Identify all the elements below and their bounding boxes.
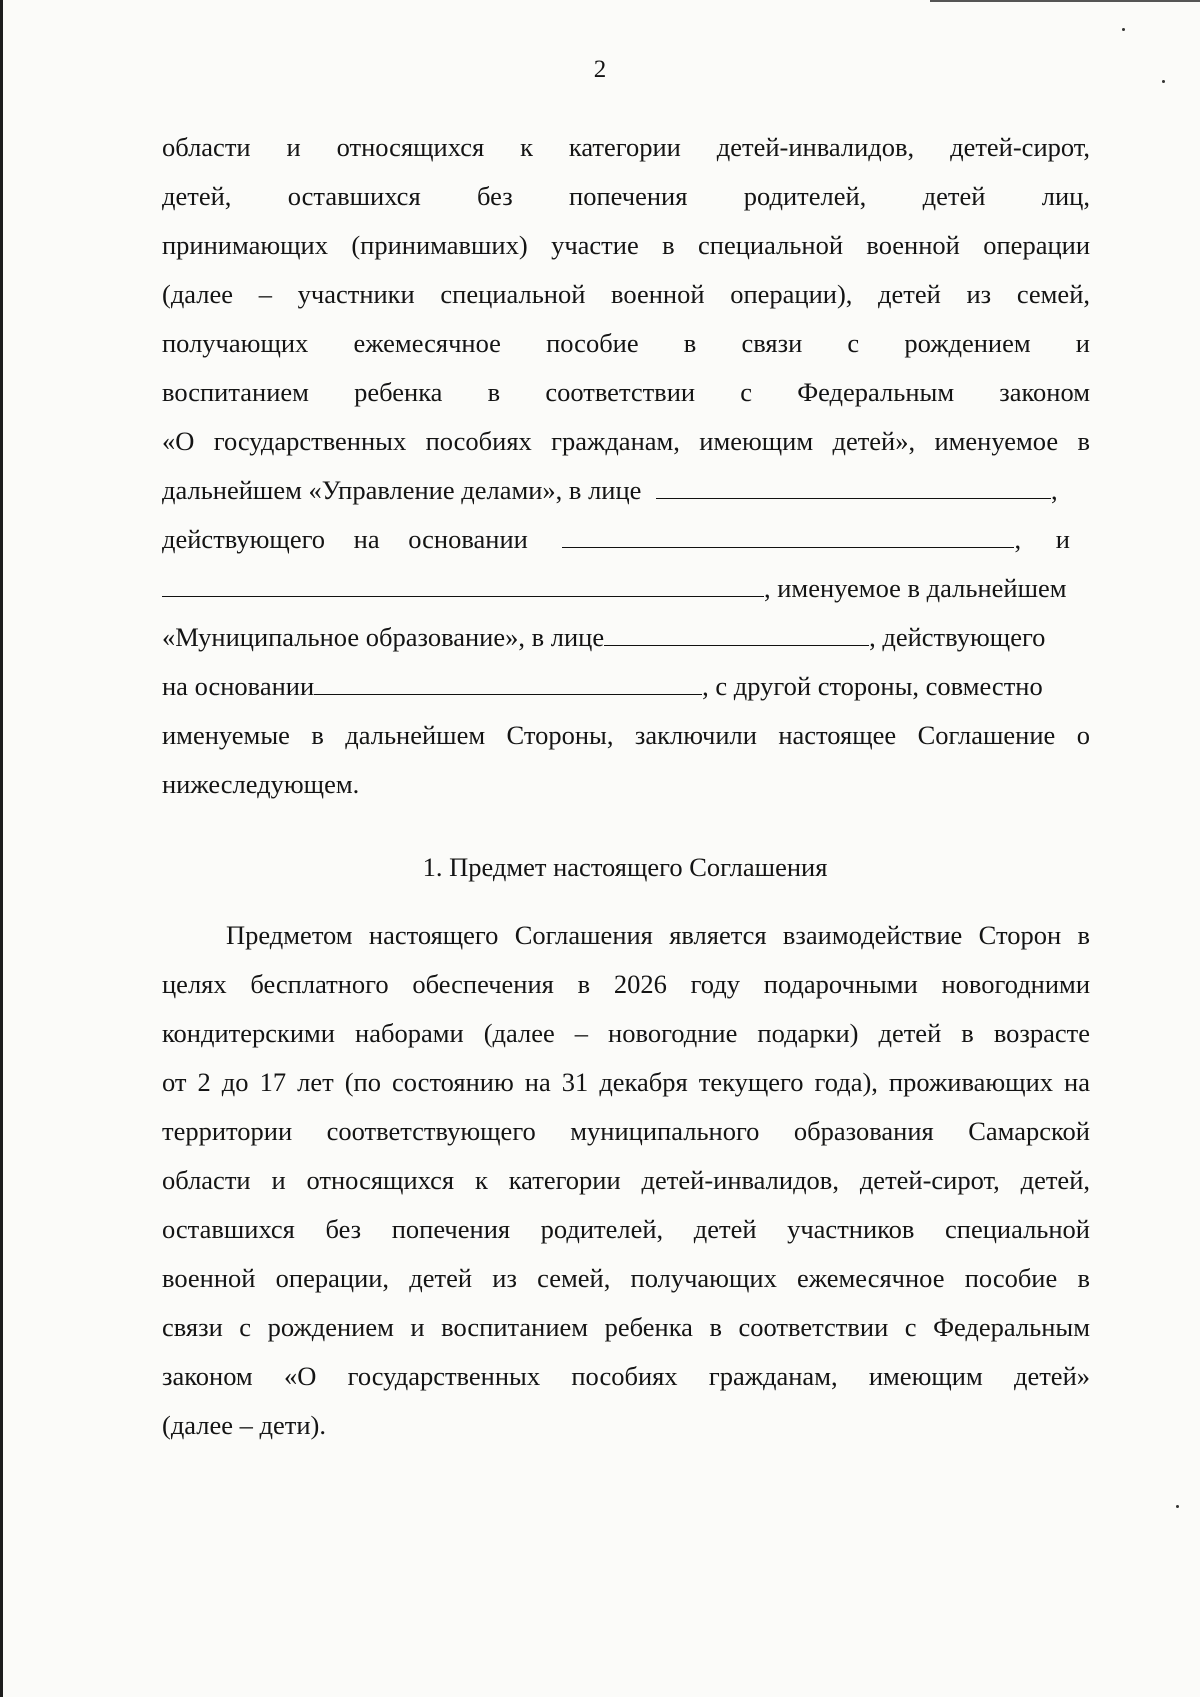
text-line: «О государственных пособиях гражданам, имеющим детей», именуемое в [162,426,1090,456]
scan-speck [1122,28,1125,31]
text-line: оставшихся без попечения родителей, детей участников специальной [162,1214,1090,1244]
text-line: принимающих (принимавших) участие в специальной военной операции [162,230,1090,260]
scan-speck [1176,1505,1179,1508]
fill-in-blank [314,670,702,695]
text-line: связи с рождением и воспитанием ребенка в соответствии с Федеральным [162,1312,1090,1342]
section-heading: 1. Предмет настоящего Соглашения [422,852,828,882]
text-line: территории соответствующего муниципального образования Самарской [162,1116,1090,1146]
text-line: (далее – участники специальной военной операции), детей из семей, [162,279,1090,309]
text-line: области и относящихся к категории детей-инвалидов, детей-сирот, [162,132,1090,162]
text-line: нижеследующем. [162,769,360,799]
fill-in-blank [656,474,1051,499]
text-line: целях бесплатного обеспечения в 2026 году подарочными новогодними [162,969,1090,999]
line-text: на основании [162,671,315,701]
text-line: именуемые в дальнейшем Стороны, заключили настоящее Соглашение о [162,720,1090,750]
text-line: детей, оставшихся без попечения родителей, детей лиц, [162,181,1090,211]
text-line: кондитерскими наборами (далее – новогодние подарки) детей в возрасте [162,1018,1090,1048]
text-line: (далее – дети). [162,1410,327,1440]
line-text: , действующего [869,622,1046,652]
fill-in-blank [604,621,869,646]
fill-in-blank [562,523,1014,548]
line-text: , [1051,475,1058,505]
text-line-with-blank [162,669,1090,703]
text-line-with-blank [162,620,1090,654]
scan-edge-line [930,0,1200,2]
text-line: военной операции, детей из семей, получающих ежемесячное пособие в [162,1263,1090,1293]
line-text: , и [1014,524,1070,554]
line-text: действующего на основании [162,524,528,554]
text-line: Предметом настоящего Соглашения является взаимодействие Сторон в [226,920,1090,950]
text-line: законом «О государственных пособиях гражданам, имеющим детей» [162,1361,1090,1391]
text-line-with-blank [162,473,1090,507]
line-text: , с другой стороны, совместно [702,671,1043,701]
text-line: воспитанием ребенка в соответствии с Федеральным законом [162,377,1090,407]
line-text: , именуемое в дальнейшем [764,573,1067,603]
line-text: дальнейшем «Управление делами», в лице [162,475,642,505]
text-line: от 2 до 17 лет (по состоянию на 31 декабря текущего года), проживающих на [162,1067,1090,1097]
text-line: области и относящихся к категории детей-инвалидов, детей-сирот, детей, [162,1165,1090,1195]
text-line-with-blank [162,571,1090,605]
line-text: «Муниципальное образование», в лице [162,622,605,652]
text-line-with-blank [162,522,1090,556]
page-number: 2 [593,56,607,83]
text-line: получающих ежемесячное пособие в связи с рождением и [162,328,1090,358]
fill-in-blank [162,572,764,597]
